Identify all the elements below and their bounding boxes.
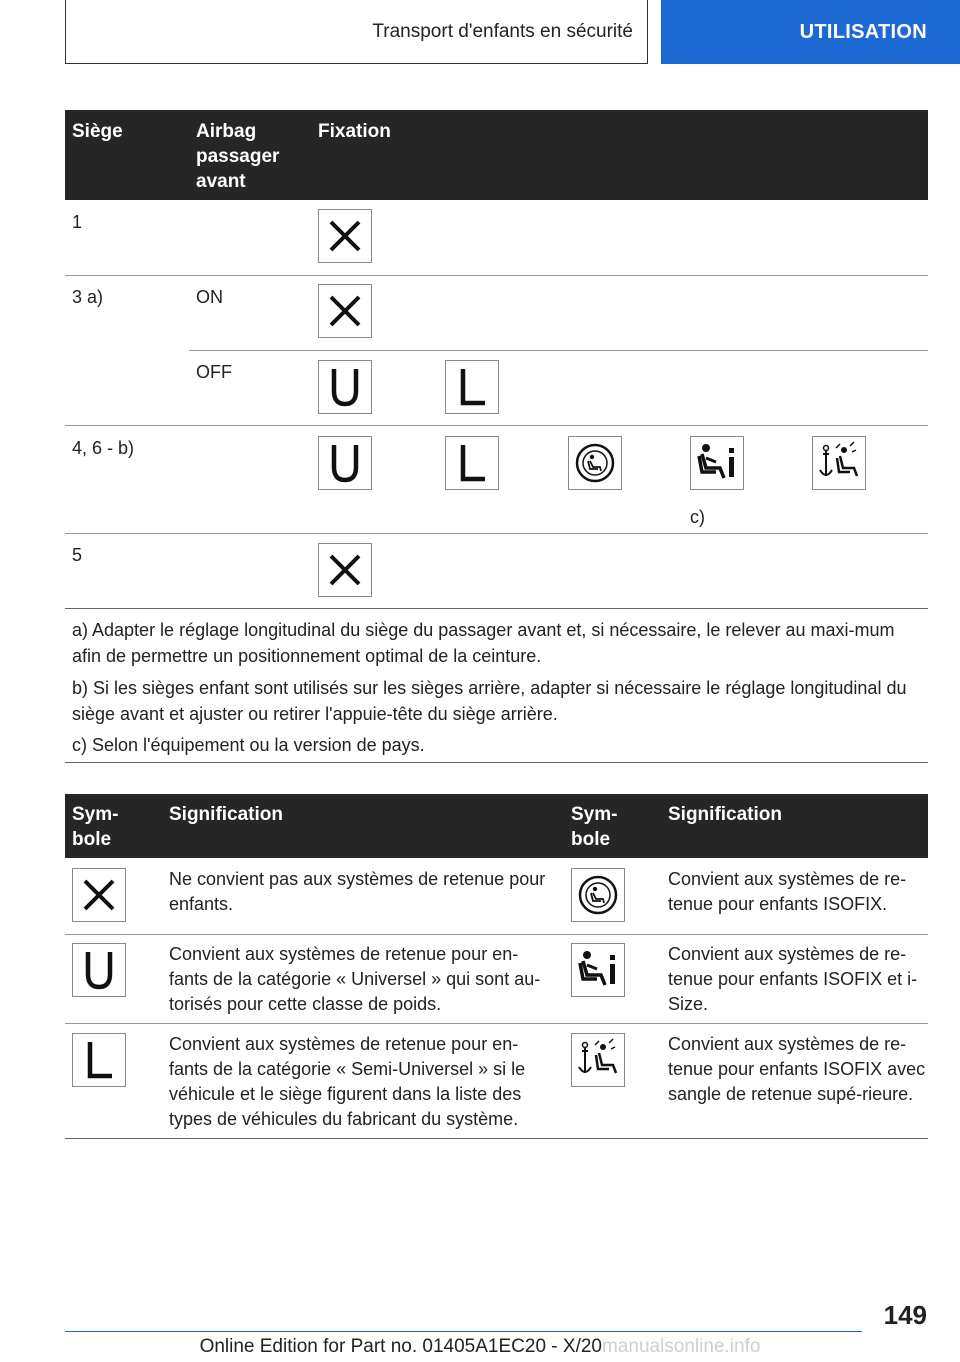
isofix-isize-icon [690,436,744,490]
footnote-b: b) Si les sièges enfant sont utilisés sur les sièges arrière, adapter si nécessaire le réglage longitudinal du siège avant et ajuster ou retirer l'appuie-tête du siège arrière. [72,678,907,724]
symbol-description: Convient aux systèmes de retenue pour en-fants de la catégorie « Universel » qui sont au-torisés pour cette classe de poids. [169,944,541,1014]
footnote-marker: c) [690,507,705,527]
u-icon [72,943,126,997]
isofix-icon [571,868,625,922]
header-meaning-left: Signification [169,804,283,825]
chapter-label: UTILISATION [799,20,927,43]
symbol-description: Ne convient pas aux systèmes de retenue pour enfants. [169,869,546,914]
x-icon [318,284,372,338]
header-airbag: Airbag passager avant [196,121,280,192]
row-divider [65,1023,928,1024]
isofix-icon [568,436,622,490]
symbol-description: Convient aux systèmes de re-tenue pour enfants ISOFIX avec sangle de retenue supé-rieure. [668,1034,926,1104]
airbag-cell: ON [196,287,223,307]
l-icon [445,360,499,414]
row-divider [65,425,928,426]
footer-edition [0,1336,960,1358]
table-bottom-rule [65,1138,928,1139]
header-symbol-right: Sym-bole [571,804,618,850]
edition-text: Online Edition for Part no. 01405A1EC20 - X/20 [199,1336,602,1357]
x-icon [318,543,372,597]
seat-cell: 5 [72,545,83,565]
l-icon [72,1033,126,1087]
seat-cell: 3 a) [72,287,104,307]
isofix-isize-icon [571,943,625,997]
section-header [65,0,648,64]
header-seat: Siège [72,121,123,142]
seat-cell: 1 [72,212,83,232]
u-icon [318,436,372,490]
l-icon [445,436,499,490]
symbol-description: Convient aux systèmes de retenue pour en-fants de la catégorie « Semi-Universel » si le véhicule et le siège figurent dans la liste des types de véhicules du fabricant du système. [169,1034,526,1129]
row-divider [65,934,928,935]
chapter-tab[interactable] [661,0,960,64]
footnote-c: c) Selon l'équipement ou la version de pays. [72,735,425,755]
header-symbol-left: Sym-bole [72,804,119,850]
row-divider [65,608,928,609]
row-divider [65,275,928,276]
u-icon [318,360,372,414]
x-icon [72,868,126,922]
page-number: 149 [883,1300,927,1330]
fixation-table-header [65,110,928,200]
seat-cell: 4, 6 - b) [72,438,135,458]
airbag-cell: OFF [196,362,232,382]
watermark-text: manualsonline.info [601,1336,761,1357]
symbol-description: Convient aux systèmes de re-tenue pour enfants ISOFIX et i-Size. [668,944,918,1014]
section-title: Transport d'enfants en sécurité [372,20,633,42]
row-divider [65,533,928,534]
x-icon [318,209,372,263]
isofix-tether-icon [571,1033,625,1087]
header-fixation: Fixation [318,121,391,142]
row-divider [189,350,928,351]
footer-rule [65,1331,862,1332]
footnote-a: a) Adapter le réglage longitudinal du siège du passager avant et, si nécessaire, le relever au maxi-mum afin de permettre un positionnement optimal de la ceinture. [72,620,895,666]
symbol-description: Convient aux systèmes de re-tenue pour enfants ISOFIX. [668,869,907,914]
symbol-table-header [65,794,928,858]
table-bottom-rule [65,762,928,763]
header-meaning-right: Signification [668,804,782,825]
isofix-tether-icon [812,436,866,490]
